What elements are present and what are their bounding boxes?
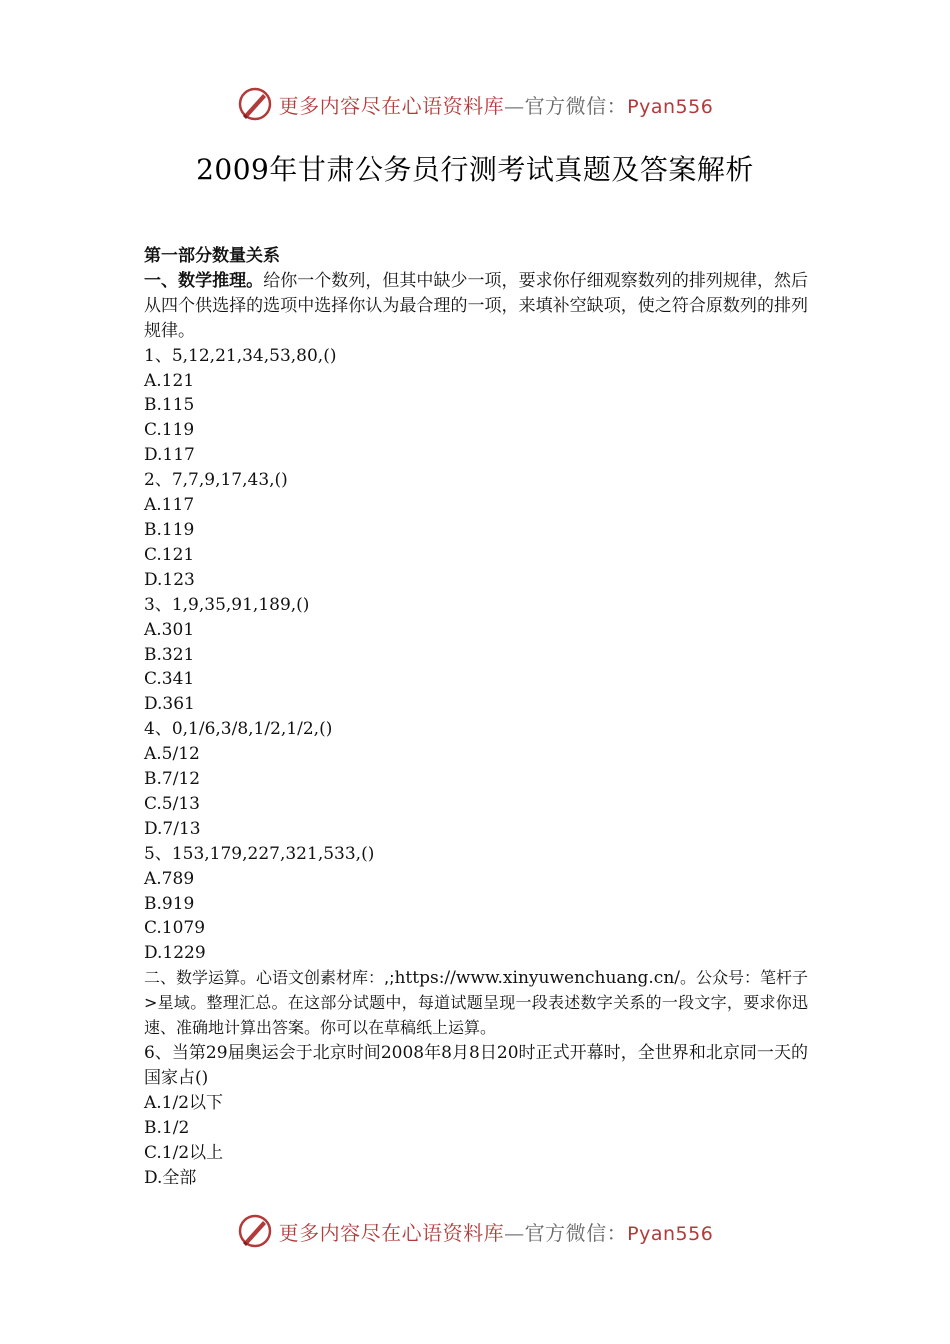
- watermark-main: 更多内容尽在心语资料库: [278, 93, 505, 118]
- part1-label: 一、数学推理。: [144, 270, 264, 291]
- watermark-label: 官方微信：: [524, 93, 628, 118]
- answer-option: C.341: [144, 669, 195, 690]
- answer-option: A.121: [144, 370, 195, 391]
- answer-option: B.919: [144, 893, 195, 914]
- part2-prefix: 二、数学运算。心语文创素材库：,;: [144, 968, 395, 988]
- section-heading: 第一部分数量关系: [144, 246, 280, 266]
- answer-option: B.1/2: [144, 1117, 190, 1138]
- answer-option: A.789: [144, 868, 195, 889]
- question-stem: 2、7,7,9,17,43,(): [144, 470, 288, 491]
- answer-option: C.5/13: [144, 793, 200, 814]
- footer-watermark: [0, 1211, 950, 1251]
- watermark-label: 官方微信：: [524, 1220, 628, 1245]
- question-stem: 5、153,179,227,321,533,(): [144, 843, 375, 864]
- answer-option: B.321: [144, 644, 195, 665]
- watermark-dash: —: [504, 93, 525, 118]
- header-watermark: [0, 84, 950, 124]
- watermark-account: Pyan556: [627, 95, 714, 118]
- part1-description: 给你一个数列，但其中缺少一项，要求你仔细观察数列的排列规律，然后从四个供选择的选项中选择你认为最合理的一项，来填补空缺项，使之符合原数列的排列规律。: [144, 270, 809, 341]
- answer-option: D.全部: [144, 1167, 197, 1188]
- watermark-account: Pyan556: [627, 1222, 714, 1245]
- document-title: 2009年甘肃公务员行测考试真题及答案解析: [196, 153, 754, 186]
- document-body: [144, 244, 808, 1190]
- pen-logo-icon: [237, 1213, 273, 1249]
- part2-intro: [144, 966, 808, 1041]
- answer-option: A.1/2以下: [144, 1092, 224, 1113]
- answer-option: A.301: [144, 619, 195, 640]
- source-url-link[interactable]: https://www.xinyuwenchuang.cn/: [394, 968, 680, 989]
- question-stem: 6、当第29届奥运会于北京时间2008年8月8日20时正式开幕时，全世界和北京同一天的国家占(): [144, 1043, 808, 1088]
- part2-suffix: 。公众号：笔杆子>星域。整理汇总。在这部分试题中，每道试题呈现一段表述数字关系的一段文字，要求你迅速、准确地计算出答案。你可以在草稿纸上运算。: [144, 968, 809, 1038]
- watermark-dash: —: [504, 1220, 525, 1245]
- answer-option: D.1229: [144, 943, 206, 964]
- question-stem: 1、5,12,21,34,53,80,(): [144, 345, 337, 366]
- question-stem: 3、1,9,35,91,189,(): [144, 594, 310, 615]
- answer-option: B.115: [144, 395, 195, 416]
- watermark-main: 更多内容尽在心语资料库: [278, 1220, 505, 1245]
- answer-option: D.7/13: [144, 818, 201, 839]
- answer-option: A.117: [144, 495, 195, 516]
- pen-logo-icon: [237, 86, 273, 122]
- question-stem: 4、0,1/6,3/8,1/2,1/2,(): [144, 719, 333, 740]
- watermark-text: [279, 1217, 714, 1246]
- answer-option: D.117: [144, 445, 195, 466]
- answer-option: D.123: [144, 569, 195, 590]
- answer-option: D.361: [144, 694, 195, 715]
- answer-option: C.1079: [144, 918, 206, 939]
- watermark-text: [279, 90, 714, 119]
- part1-questions: [144, 344, 808, 967]
- answer-option: C.1/2以上: [144, 1142, 224, 1163]
- part1-intro: [144, 269, 808, 344]
- part2-questions: [144, 1041, 808, 1190]
- answer-option: C.121: [144, 544, 195, 565]
- answer-option: A.5/12: [144, 744, 200, 765]
- answer-option: C.119: [144, 420, 195, 441]
- answer-option: B.119: [144, 519, 195, 540]
- answer-option: B.7/12: [144, 769, 201, 790]
